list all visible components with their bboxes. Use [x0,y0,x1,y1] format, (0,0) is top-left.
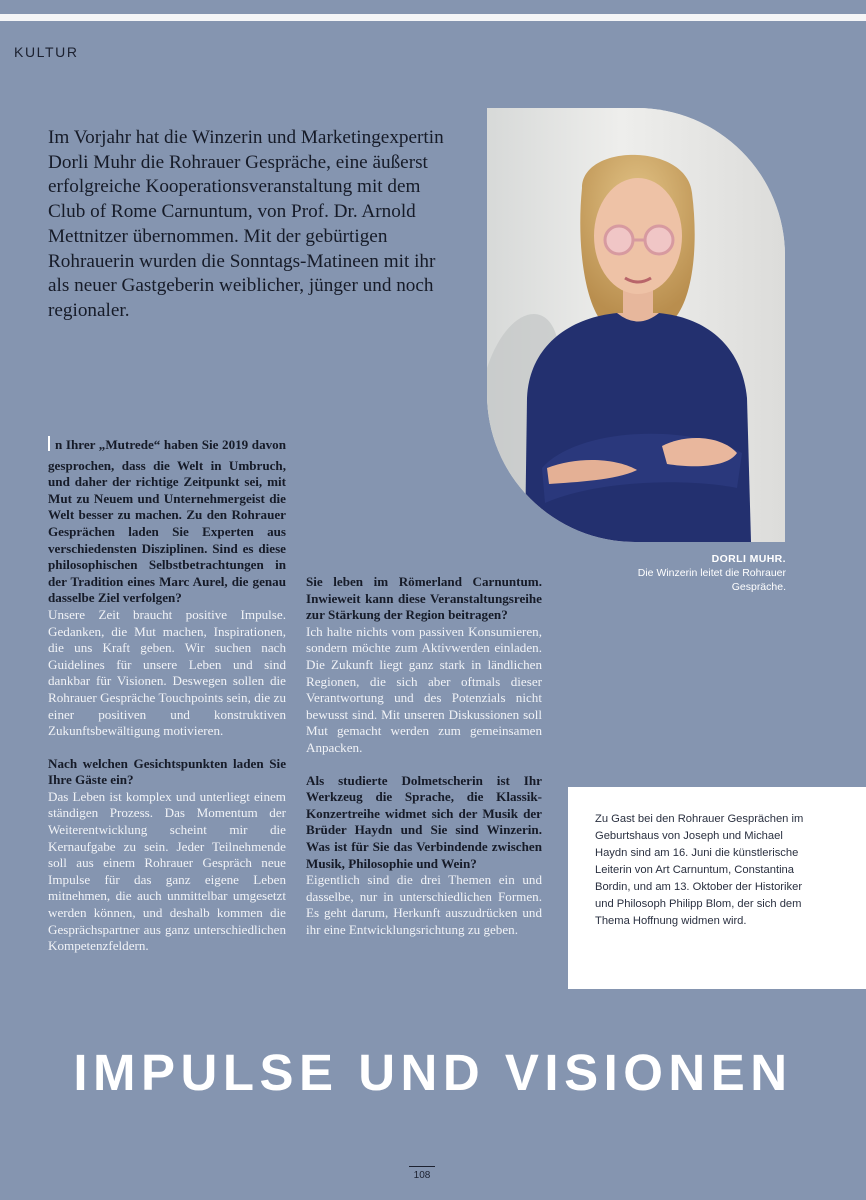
headline: IMPULSE UND VISIONEN [73,1044,793,1101]
caption-text: Die Winzerin leitet die Rohrauer Gespräche. [637,567,786,593]
answer-2: Das Leben ist komplex und unterliegt einem ständigen Prozess. Das Momentum der Weiterentwicklung scheint mir die Kernaufgabe zu sein. Jeder Teilnehmende soll aus einem Rohrauer Gespräch neue Impulse für das ganz eigene Leben mitnehmen, die auch unmittelbar umgesetzt werden können, und deshalb kommen die Gesprächspartner aus ganz unterschiedlichen Kompetenzfeldern. [48,788,286,954]
interview-column-2 [306,574,542,938]
question-4: Als studierte Dolmetscherin ist Ihr Werkzeug die Sprache, die Klassik-Konzertreihe widmet sich der Musik der Brüder Haydn und Sie sind Winzerin. Was ist für Sie das Verbindende zwischen Musik, Philosophie und Wein? [306,772,542,871]
portrait-photo [487,108,785,542]
answer-1: Unsere Zeit braucht positive Impulse. Gedanken, die Mut machen, Inspirationen, die uns Kraft geben. Wir suchen nach Guidelines für unsere Leben und sind dankbar für Visionen. Deswegen sollen die Rohrauer Gespräche Touchpoints sein, die zu einer positiven und konstruktiven Zukunftsbewältigung motivieren. [48,606,286,739]
answer-4: Eigentlich sind die drei Themen ein und dasselbe, nur in unterschiedlichen Formen. Es geht darum, Herkunft auszudrücken und ihr eine Entwicklungsrichtung zu geben. [306,872,542,937]
caption-name: DORLI MUHR. [711,553,786,565]
page-number: 108 [409,1166,435,1181]
dropcap-bar [48,436,50,451]
question-2: Nach welchen Gesichtspunkten laden Sie Ihre Gäste ein? [48,755,286,788]
section-label: KULTUR [14,44,79,60]
intro-paragraph: Im Vorjahr hat die Winzerin und Marketingexpertin Dorli Muhr die Rohrauer Gespräche, eine äußerst erfolgreiche Kooperationsveranstaltung mit dem Club of Rome Carnuntum, von Prof. Dr. Arnold Mettnitzer übernommen. Mit der gebürtigen Rohrauerin wurden die Sonntags-Matineen mit ihr als neuer Gastgeberin weiblicher, jünger und noch regionaler. [48,127,444,321]
question-1-text: n Ihrer „Mutrede“ haben Sie 2019 davon gesprochen, dass die Welt in Umbruch, und daher der richtige Zeitpunkt sei, mit Mut zu Neuem und Unternehmergeist die Welt besser zu machen. Zu den Rohrauer Gesprächen laden Sie Experten aus verschiedensten Disziplinen. Sind es diese philosophischen Selbstbetrachtungen in der Tradition eines Marc Aurel, die genau dasselbe Ziel verfolgen? [48,437,286,606]
interview-column-1 [48,436,286,955]
answer-3: Ich halte nichts vom passiven Konsumieren, sondern möchte zum Aktivwerden einladen. Die Zukunft liegt ganz stark in ländlichen Regionen, die sich aber oftmals dieser Verantwortung und des Potenzials nicht bewusst sind. Mit unseren Diskussionen soll Mut gemacht werden zum gemeinsamen Anpacken. [306,623,542,755]
question-3: Sie leben im Römerland Carnuntum. Inwieweit kann diese Veranstaltungsreihe zur Stärkung der Region beitragen? [306,574,542,623]
info-box-text: Zu Gast bei den Rohrauer Gesprächen im Geburtshaus von Joseph und Michael Haydn sind am 16. Juni die künstlerische Leiterin von Art Carnuntum, Constantina Bordin, und am 13. Oktober der Historiker und Philosoph Philipp Blom, der sich dem Thema Hoffnung widmen wird. [595,813,804,927]
top-rule [0,14,866,21]
info-box [568,787,866,989]
question-1 [48,436,286,607]
photo-caption [600,552,786,594]
